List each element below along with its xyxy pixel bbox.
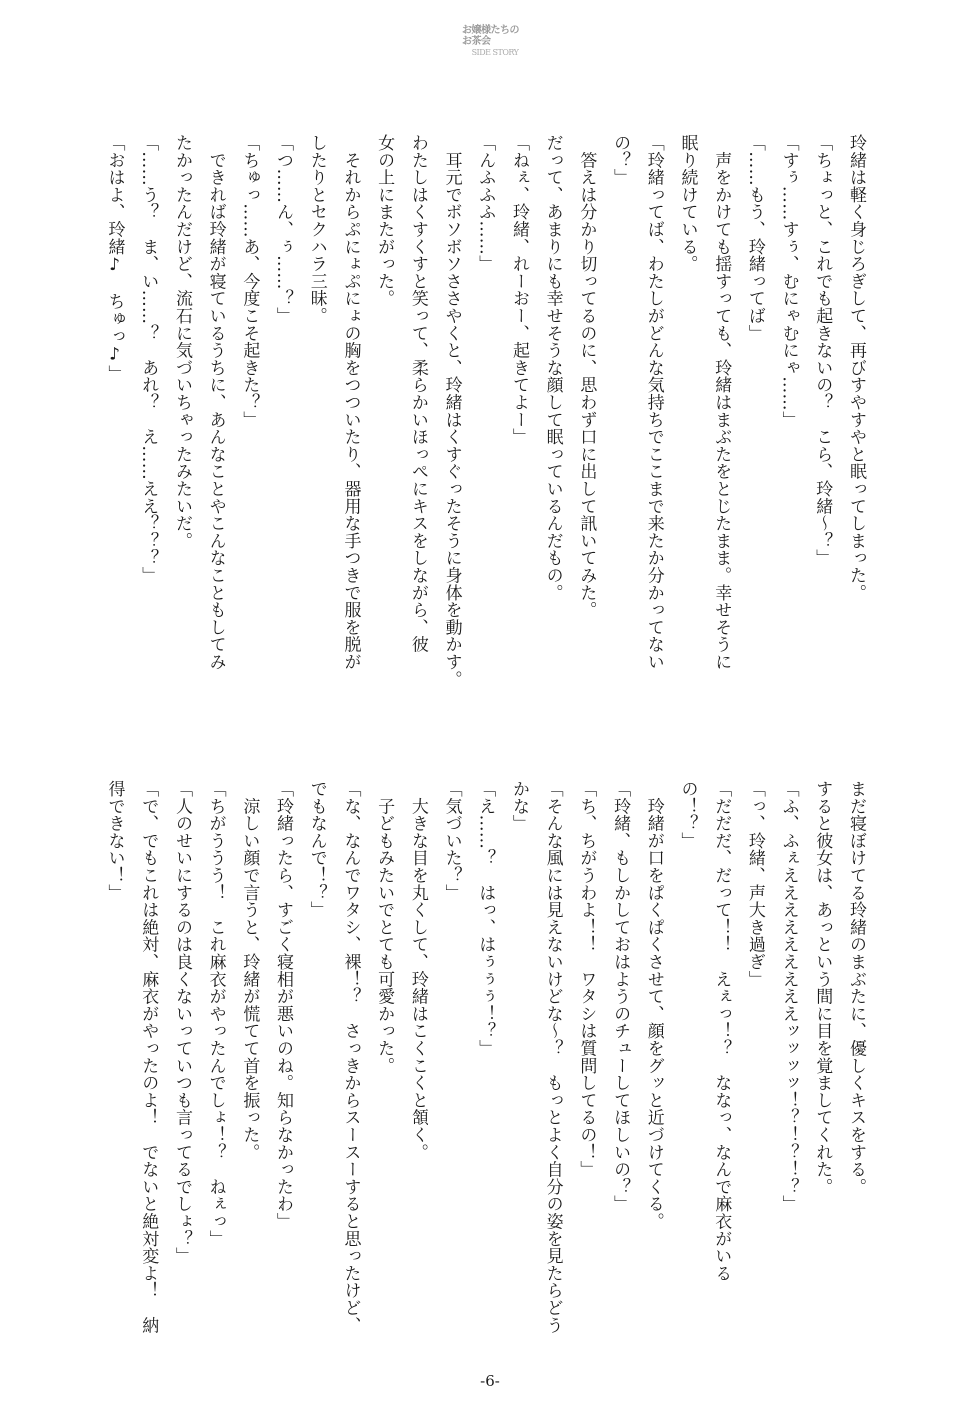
text-column: 「気づいた？」	[441, 780, 462, 902]
text-column: の！？」	[677, 780, 698, 850]
text-column: の？」	[610, 134, 631, 186]
text-column: 涼しい顔で言うと、玲緒が慌てて首を振った。	[239, 780, 260, 1161]
text-column: 子どもみたいでとても可愛かった。	[374, 780, 395, 1075]
text-block-top	[97, 134, 872, 694]
text-column: 声をかけても揺すっても、玲緒はまぶたをとじたまま。幸せそうに	[711, 134, 732, 671]
text-column: 「で、でもこれは絶対、麻衣がやったのよ！ でないと絶対変よ！ 納	[138, 780, 159, 1334]
text-column: まだ寝ぼけてる玲緒のまぶたに、優しくキスをする。	[846, 780, 866, 1196]
text-column: 「……う？ ま、い……？ あれ？ え……ええ？？？」	[138, 134, 159, 584]
text-block-bottom	[97, 780, 872, 1350]
text-column: 「玲緒ったら、すごく寝相が悪いのね。知らなかったわ」	[273, 780, 294, 1230]
text-column: わたしはくすくすと笑って、柔らかいほっぺにキスをしながら、彼	[407, 134, 428, 653]
text-column: 眠り続けている。	[677, 134, 698, 273]
text-column: 女の上にまたがった。	[374, 134, 395, 307]
text-column: 「そんな風には見えないけどな〜？ もっとよく自分の姿を見たらどう	[542, 780, 563, 1334]
logo-title: お嬢様たちのお茶会	[462, 24, 519, 47]
text-column: たかったんだけど、流石に気づいちゃったみたいだ。	[171, 134, 192, 550]
text-column: 「……もう、玲緒ってば」	[744, 134, 765, 342]
text-column: 得できない！」	[104, 780, 125, 902]
text-column: 「つ……ん、ぅ……？」	[273, 134, 294, 325]
text-column: 「玲緒ってば、わたしがどんな気持ちでここまで来たか分かってない	[643, 134, 664, 671]
text-column: 「ちょっと、これでも起きないの？ こら、玲緒〜？」	[812, 134, 833, 567]
text-column: 「ねぇ、玲緒、れーおー、起きてよー」	[508, 134, 529, 446]
text-column: 「ふ、ふぇえええええええええッッッッ！？！？！？」	[778, 780, 799, 1213]
text-column: 「んふふふ……」	[475, 134, 496, 273]
text-column: 「玲緒、もしかしておはようのチューしてほしいの？」	[610, 780, 631, 1213]
text-column: だって、あまりにも幸せそうな顔して眠っているんだもの。	[542, 134, 563, 602]
text-column: 答えは分かり切ってるのに、思わず口に出して訊いてみた。	[576, 134, 597, 619]
text-column: かな」	[508, 780, 529, 832]
text-column: すると彼女は、あっという間に目を覚ましてくれた。	[812, 780, 833, 1196]
text-column: 「ちゅっ……あ、今度こそ起きた？」	[239, 134, 260, 429]
page-number: -6-	[480, 1372, 500, 1390]
text-column: 「ちがううう！ これ麻衣がやったんでしょ！？ ねぇっ」	[205, 780, 226, 1248]
text-column: それからぷにょぷにょの胸をつついたり、器用な手つきで服を脱が	[340, 134, 361, 671]
text-column: 耳元でボソボソささやくと、玲緒はくすぐったそうに身体を動かす。	[441, 134, 462, 688]
text-column: 「っ、玲緒、声大き過ぎ」	[744, 780, 765, 988]
text-column: 「おはよ、玲緒♪ ちゅっ♪」	[104, 134, 125, 383]
text-column: 「え……？ はっ、はぅぅぅ！？」	[475, 780, 496, 1057]
text-column: 「だだだ、だって！！ えぇっ！？ ななっ、なんで麻衣がいる	[711, 780, 732, 1282]
text-column: したりとセクハラ三昧。	[306, 134, 327, 325]
header-logo	[462, 26, 528, 56]
text-column: 玲緒が口をぱくぱくさせて、顔をグッと近づけてくる。	[643, 780, 664, 1230]
logo-subtitle: SIDE STORY	[471, 47, 519, 57]
text-column: でもなんで！？」	[306, 780, 327, 919]
text-column: 玲緒は軽く身じろぎして、再びすやすやと眠ってしまった。	[846, 134, 866, 602]
text-column: 「な、なんでワタシ、裸！？ さっきからスースーすると思ったけど、	[340, 780, 361, 1334]
text-column: 「人のせいにするのは良くないっていつも言ってるでしょ？」	[171, 780, 192, 1265]
text-column: 大きな目を丸くして、玲緒はこくこくと頷く。	[407, 780, 428, 1161]
text-column: できれば玲緒が寝ているうちに、あんなことやこんなこともしてみ	[205, 134, 226, 671]
text-column: 「すぅ……すぅ、むにゃむにゃ……」	[778, 134, 799, 429]
text-column: 「ち、ちがうわよ！！ ワタシは質問してるの！」	[576, 780, 597, 1178]
